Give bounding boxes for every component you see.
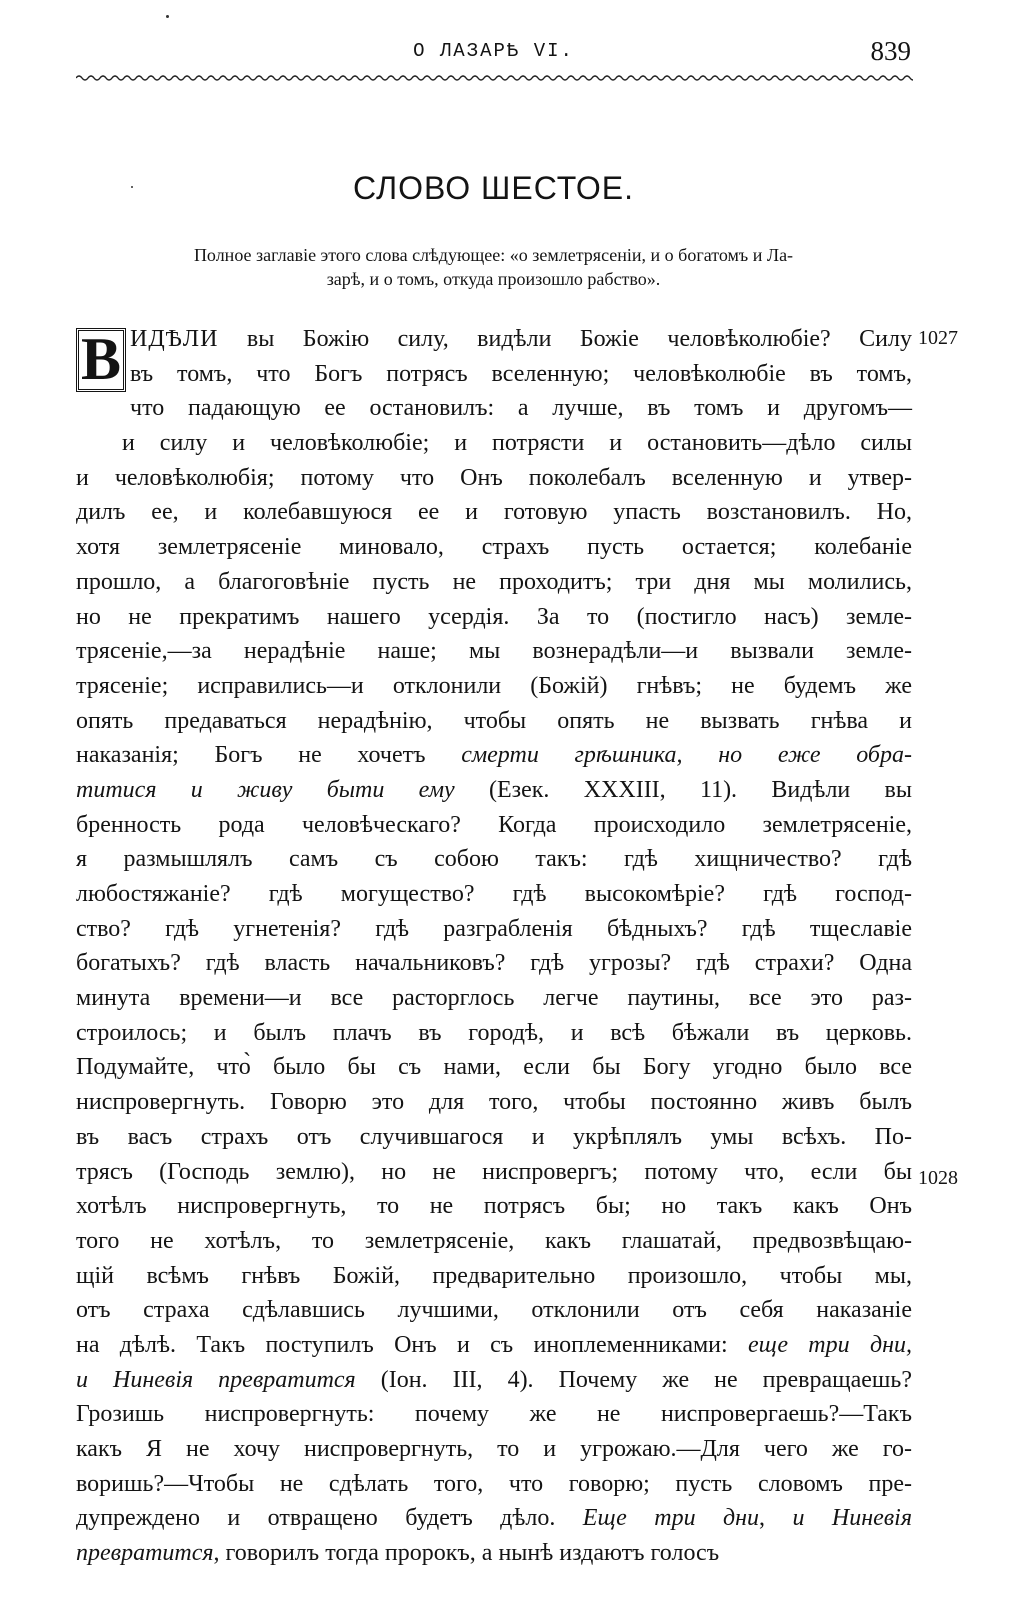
text-line: [76, 1050, 912, 1085]
running-title: О ЛАЗАРѢ VI.: [413, 40, 574, 62]
page-header: [76, 36, 911, 72]
section-subtitle: [76, 243, 911, 291]
stray-ink-mark: [166, 15, 169, 18]
text-line: [76, 1328, 912, 1363]
text-line: [76, 1259, 912, 1294]
italic-quotation: титися и живу быти ему: [76, 776, 455, 803]
text-span: хотѣлъ ниспровергнуть, то не потрясъ бы; но такъ какъ Онъ: [76, 1193, 912, 1220]
italic-quotation: смерти грѣшника, но еже обра-: [461, 742, 912, 769]
text-line: [76, 704, 912, 739]
text-span: въ васъ страхъ отъ случившагося и укрѣплялъ умы всѣхъ. По-: [76, 1123, 912, 1150]
text-line: [76, 1363, 912, 1398]
italic-quotation: и Ниневія: [792, 1505, 912, 1532]
text-line: [76, 357, 912, 392]
text-line: [76, 1085, 912, 1120]
text-line: [76, 391, 912, 426]
text-span: ство? гдѣ угнетенія? гдѣ разграбленія бѣдныхъ? гдѣ тщеславіе: [76, 915, 912, 942]
text-span: прошло, а благоговѣніе пусть не проходитъ; три дня мы молились,: [76, 568, 912, 595]
body-text: [76, 322, 912, 1571]
text-span: ,: [759, 1505, 793, 1532]
text-span: опять предаваться нерадѣнію, чтобы опять не вызвать гнѣва и: [76, 707, 912, 734]
text-span: Грозишь ниспровергнуть: почему же не ниспровергаешь?—Такъ: [76, 1401, 912, 1428]
text-span: трясеніе,—за нерадѣніе наше; мы вознерадѣли—и вызвали земле-: [76, 638, 912, 665]
text-line: [76, 669, 912, 704]
text-span: строилось; и былъ плачъ въ городѣ, и всѣ бѣжали въ церковь.: [76, 1019, 912, 1046]
text-span: того не хотѣлъ, то землетрясеніе, какъ глашатай, предвозвѣщаю-: [76, 1227, 912, 1254]
text-span: ниспровергнуть. Говорю это для того, чтобы постоянно живъ былъ: [76, 1089, 912, 1116]
text-span: дупреждено и отвращено будетъ дѣло.: [76, 1505, 583, 1532]
text-span: въ томъ, что Богъ потрясъ вселенную; человѣколюбіе въ томъ,: [130, 360, 912, 387]
text-span: ИДѢЛИ: [130, 326, 219, 352]
text-span: и силу и человѣколюбіе; и потрясти и остановить—дѣло силы: [122, 430, 912, 457]
text-span: , говорилъ тогда пророкъ, а нынѣ издаютъ голосъ: [213, 1540, 720, 1567]
subtitle-line: Полное заглавіе этого слова слѣдующее: «о землетрясеніи, и о богатомъ и Ла-: [193, 245, 794, 265]
italic-quotation: Еще три дни: [582, 1505, 760, 1532]
text-span: вы Божію силу, видѣли Божіе человѣколюбіе? Силу: [218, 326, 912, 352]
text-span: Подумайте, что̀ было бы съ нами, если бы Богу угодно было все: [76, 1054, 912, 1081]
text-line: [76, 565, 912, 600]
text-line: [76, 1189, 912, 1224]
text-line: [76, 426, 912, 461]
text-span: богатыхъ? гдѣ власть начальниковъ? гдѣ угрозы? гдѣ страхи? Одна: [76, 950, 912, 977]
page-number: 839: [870, 36, 911, 66]
text-line: [76, 634, 912, 669]
italic-quotation: еще три дни,: [747, 1331, 912, 1358]
text-line: [76, 1432, 912, 1467]
text-span: бренность рода человѣческаго? Когда происходило землетрясеніе,: [76, 811, 912, 838]
text-span: и человѣколюбія; потому что Онъ поколебалъ вселенную и утвер-: [76, 464, 912, 491]
text-line: [76, 1155, 912, 1190]
text-span: дилъ ее, и колебавшуюся ее и готовую упасть возстановилъ. Но,: [76, 499, 912, 526]
italic-quotation: и Ниневія превратится: [76, 1366, 356, 1393]
text-line: [76, 322, 912, 357]
margin-column-number: 1027: [918, 327, 958, 349]
header-wavy-rule: [76, 73, 913, 83]
text-line: [76, 946, 912, 981]
text-line: [76, 495, 912, 530]
text-line: [76, 1501, 912, 1536]
text-span: что падающую ее остановилъ: а лучше, въ томъ и другомъ—: [130, 395, 912, 422]
italic-quotation: превратится: [76, 1540, 214, 1567]
text-line: [76, 600, 912, 635]
text-line: [76, 461, 912, 496]
text-line: [76, 773, 912, 808]
text-line: [76, 842, 912, 877]
text-line: [76, 912, 912, 947]
text-span: щій всѣмъ гнѣвъ Божій, предварительно произошло, чтобы мы,: [76, 1262, 912, 1289]
text-span: я размышлялъ самъ съ собою такъ: гдѣ хищничество? гдѣ: [76, 846, 912, 873]
text-line: [76, 1293, 912, 1328]
text-span: но не прекратимъ нашего усердія. За то (постигло насъ) земле-: [76, 603, 912, 630]
text-line: [76, 1120, 912, 1155]
text-span: наказанія; Богъ не хочетъ: [76, 742, 462, 769]
text-span: минута времени—и все расторглось легче паутины, все это раз-: [76, 985, 912, 1012]
text-span: отъ страха сдѣлавшись лучшими, отклонили отъ себя наказаніе: [76, 1297, 912, 1324]
text-line: [76, 877, 912, 912]
section-title: СЛОВО ШЕСТОЕ.: [353, 170, 634, 206]
text-span: какъ Я не хочу ниспровергнуть, то и угрожаю.—Для чего же го-: [76, 1436, 912, 1462]
subtitle-line: зарѣ, и о томъ, откуда произошло рабство».: [326, 269, 661, 289]
margin-column-number: 1028: [918, 1167, 958, 1189]
text-span: трясеніе; исправились—и отклонили (Божій) гнѣвъ; не будемъ же: [76, 672, 912, 699]
text-span: на дѣлѣ. Такъ поступилъ Онъ и съ иноплеменниками:: [76, 1331, 748, 1358]
text-line: [76, 530, 912, 565]
text-line: [76, 1016, 912, 1051]
text-line: [76, 738, 912, 773]
text-span: (Езек. XXXIII, 11). Видѣли вы: [454, 776, 913, 803]
text-span: трясъ (Господь землю), но не ниспровергъ; потому что, если бы: [76, 1158, 912, 1185]
text-line: [76, 808, 912, 843]
text-span: любостяжаніе? гдѣ могущество? гдѣ высокомѣріе? гдѣ господ-: [76, 881, 912, 907]
text-line: [76, 1536, 912, 1571]
text-line: [76, 1467, 912, 1502]
text-span: хотя землетрясеніе миновало, страхъ пусть остается; колебаніе: [76, 534, 912, 561]
text-line: [76, 1397, 912, 1432]
text-span: воришь?—Чтобы не сдѣлать того, что говорю; пусть словомъ пре-: [76, 1470, 912, 1497]
text-line: [76, 981, 912, 1016]
text-span: (Іон. III, 4). Почему же не превращаешь?: [355, 1366, 912, 1393]
drop-cap-initial: В: [76, 328, 126, 392]
text-line: [76, 1224, 912, 1259]
